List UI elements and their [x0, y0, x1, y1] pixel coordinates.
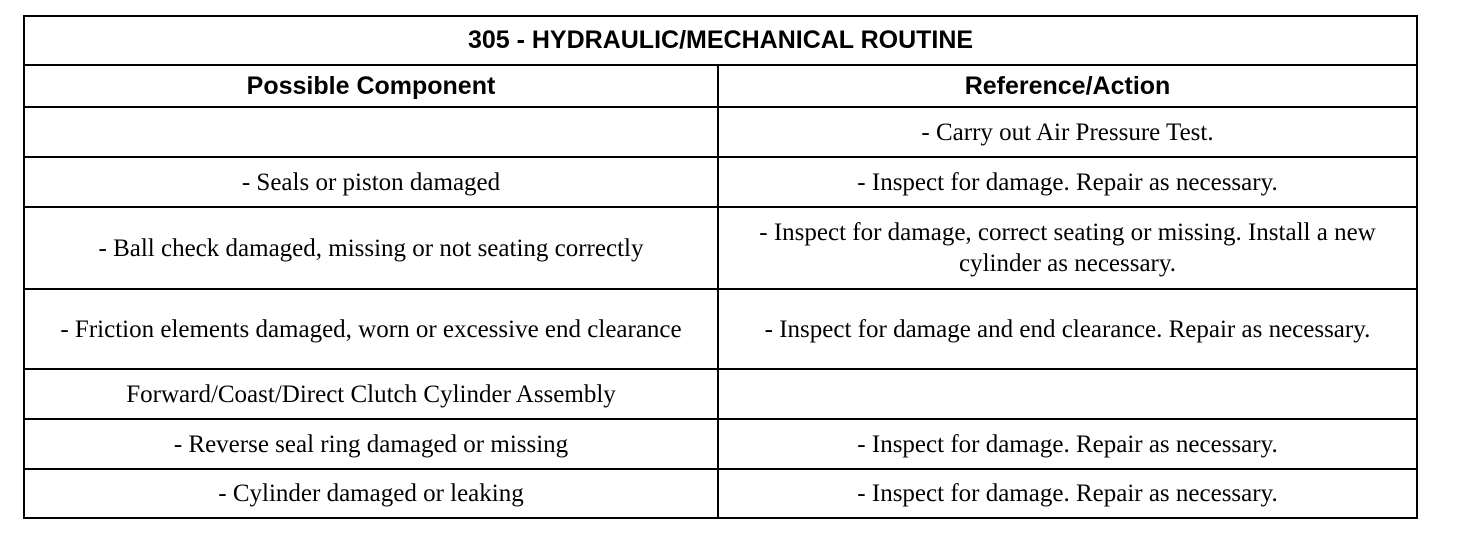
component-cell: Forward/Coast/Direct Clutch Cylinder Assembly	[24, 369, 718, 419]
component-cell: - Seals or piston damaged	[24, 157, 718, 207]
column-header-component: Possible Component	[24, 65, 718, 107]
routine-table	[23, 15, 1418, 519]
action-cell: - Inspect for damage and end clearance. Repair as necessary.	[718, 289, 1417, 369]
table-row	[24, 107, 1417, 157]
component-cell: - Friction elements damaged, worn or excessive end clearance	[24, 289, 718, 369]
header-row	[24, 65, 1417, 107]
action-cell: - Inspect for damage, correct seating or missing. Install a new cylinder as necessary.	[718, 207, 1417, 289]
table-row	[24, 207, 1417, 289]
table-row	[24, 289, 1417, 369]
column-header-action: Reference/Action	[718, 65, 1417, 107]
action-cell: - Inspect for damage. Repair as necessary.	[718, 157, 1417, 207]
table-row	[24, 369, 1417, 419]
table-row	[24, 157, 1417, 207]
component-cell: - Reverse seal ring damaged or missing	[24, 419, 718, 469]
action-cell	[718, 369, 1417, 419]
table-title: 305 - HYDRAULIC/MECHANICAL ROUTINE	[24, 16, 1417, 65]
component-cell: - Cylinder damaged or leaking	[24, 469, 718, 518]
title-row	[24, 16, 1417, 65]
table-row	[24, 419, 1417, 469]
component-cell	[24, 107, 718, 157]
action-cell: - Carry out Air Pressure Test.	[718, 107, 1417, 157]
table-row	[24, 469, 1417, 518]
component-cell: - Ball check damaged, missing or not seating correctly	[24, 207, 718, 289]
action-cell: - Inspect for damage. Repair as necessary.	[718, 419, 1417, 469]
action-cell: - Inspect for damage. Repair as necessary.	[718, 469, 1417, 518]
